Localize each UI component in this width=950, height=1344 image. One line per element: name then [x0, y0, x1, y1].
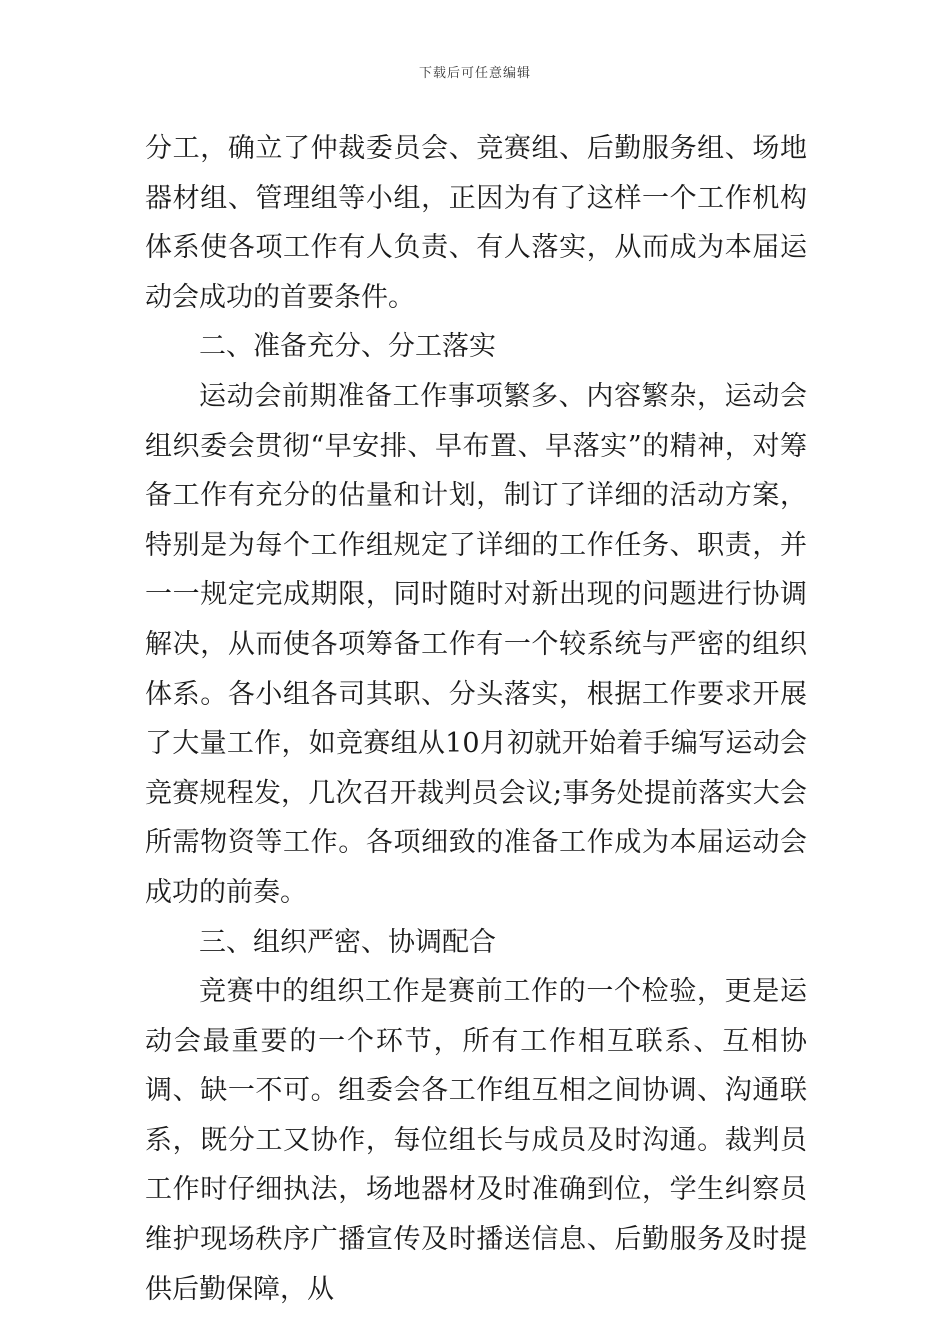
document-body — [145, 124, 807, 1314]
paragraph-organization: 竞赛中的组织工作是赛前工作的一个检验，更是运动会最重要的一个环节，所有工作相互联系、互相协调、缺一不可。组委会各工作组互相之间协调、沟通联系，既分工又协作，每位组长与成员及时沟通。裁判员工作时仔细执法，场地器材及时准确到位，学生纠察员维护现场秩序广播宣传及时播送信息、后勤服务及时提供后勤保障，从 — [145, 976, 807, 1305]
section-heading-two: 二、准备充分、分工落实 — [199, 331, 496, 363]
paragraph-intro-continuation: 分工，确立了仲裁委员会、竞赛组、后勤服务组、场地器材组、管理组等小组，正因为有了这样一个工作机构体系使各项工作有人负责、有人落实，从而成为本届运动会成功的首要条件。 — [145, 133, 807, 313]
section-heading-three: 三、组织严密、协调配合 — [199, 926, 496, 958]
page-header-note: 下载后可任意编辑 — [418, 66, 531, 81]
paragraph-preparation: 运动会前期准备工作事项繁多、内容繁杂，运动会组织委会贯彻“早安排、早布置、早落实”的精神，对筹备工作有充分的估量和计划，制订了详细的活动方案，特别是为每个工作组规定了详细的工作任务、职责，并一一规定完成期限，同时随时对新出现的问题进行协调解决，从而使各项筹备工作有一个较系统与严密的组织体系。各小组各司其职、分头落实，根据工作要求开展了大量工作，如竞赛组从10月初就开始着手编写运动会竞赛规程发，几次召开裁判员会议;事务处提前落实大会所需物资等工作。各项细致的准备工作成为本届运动会成功的前奏。 — [145, 380, 807, 908]
